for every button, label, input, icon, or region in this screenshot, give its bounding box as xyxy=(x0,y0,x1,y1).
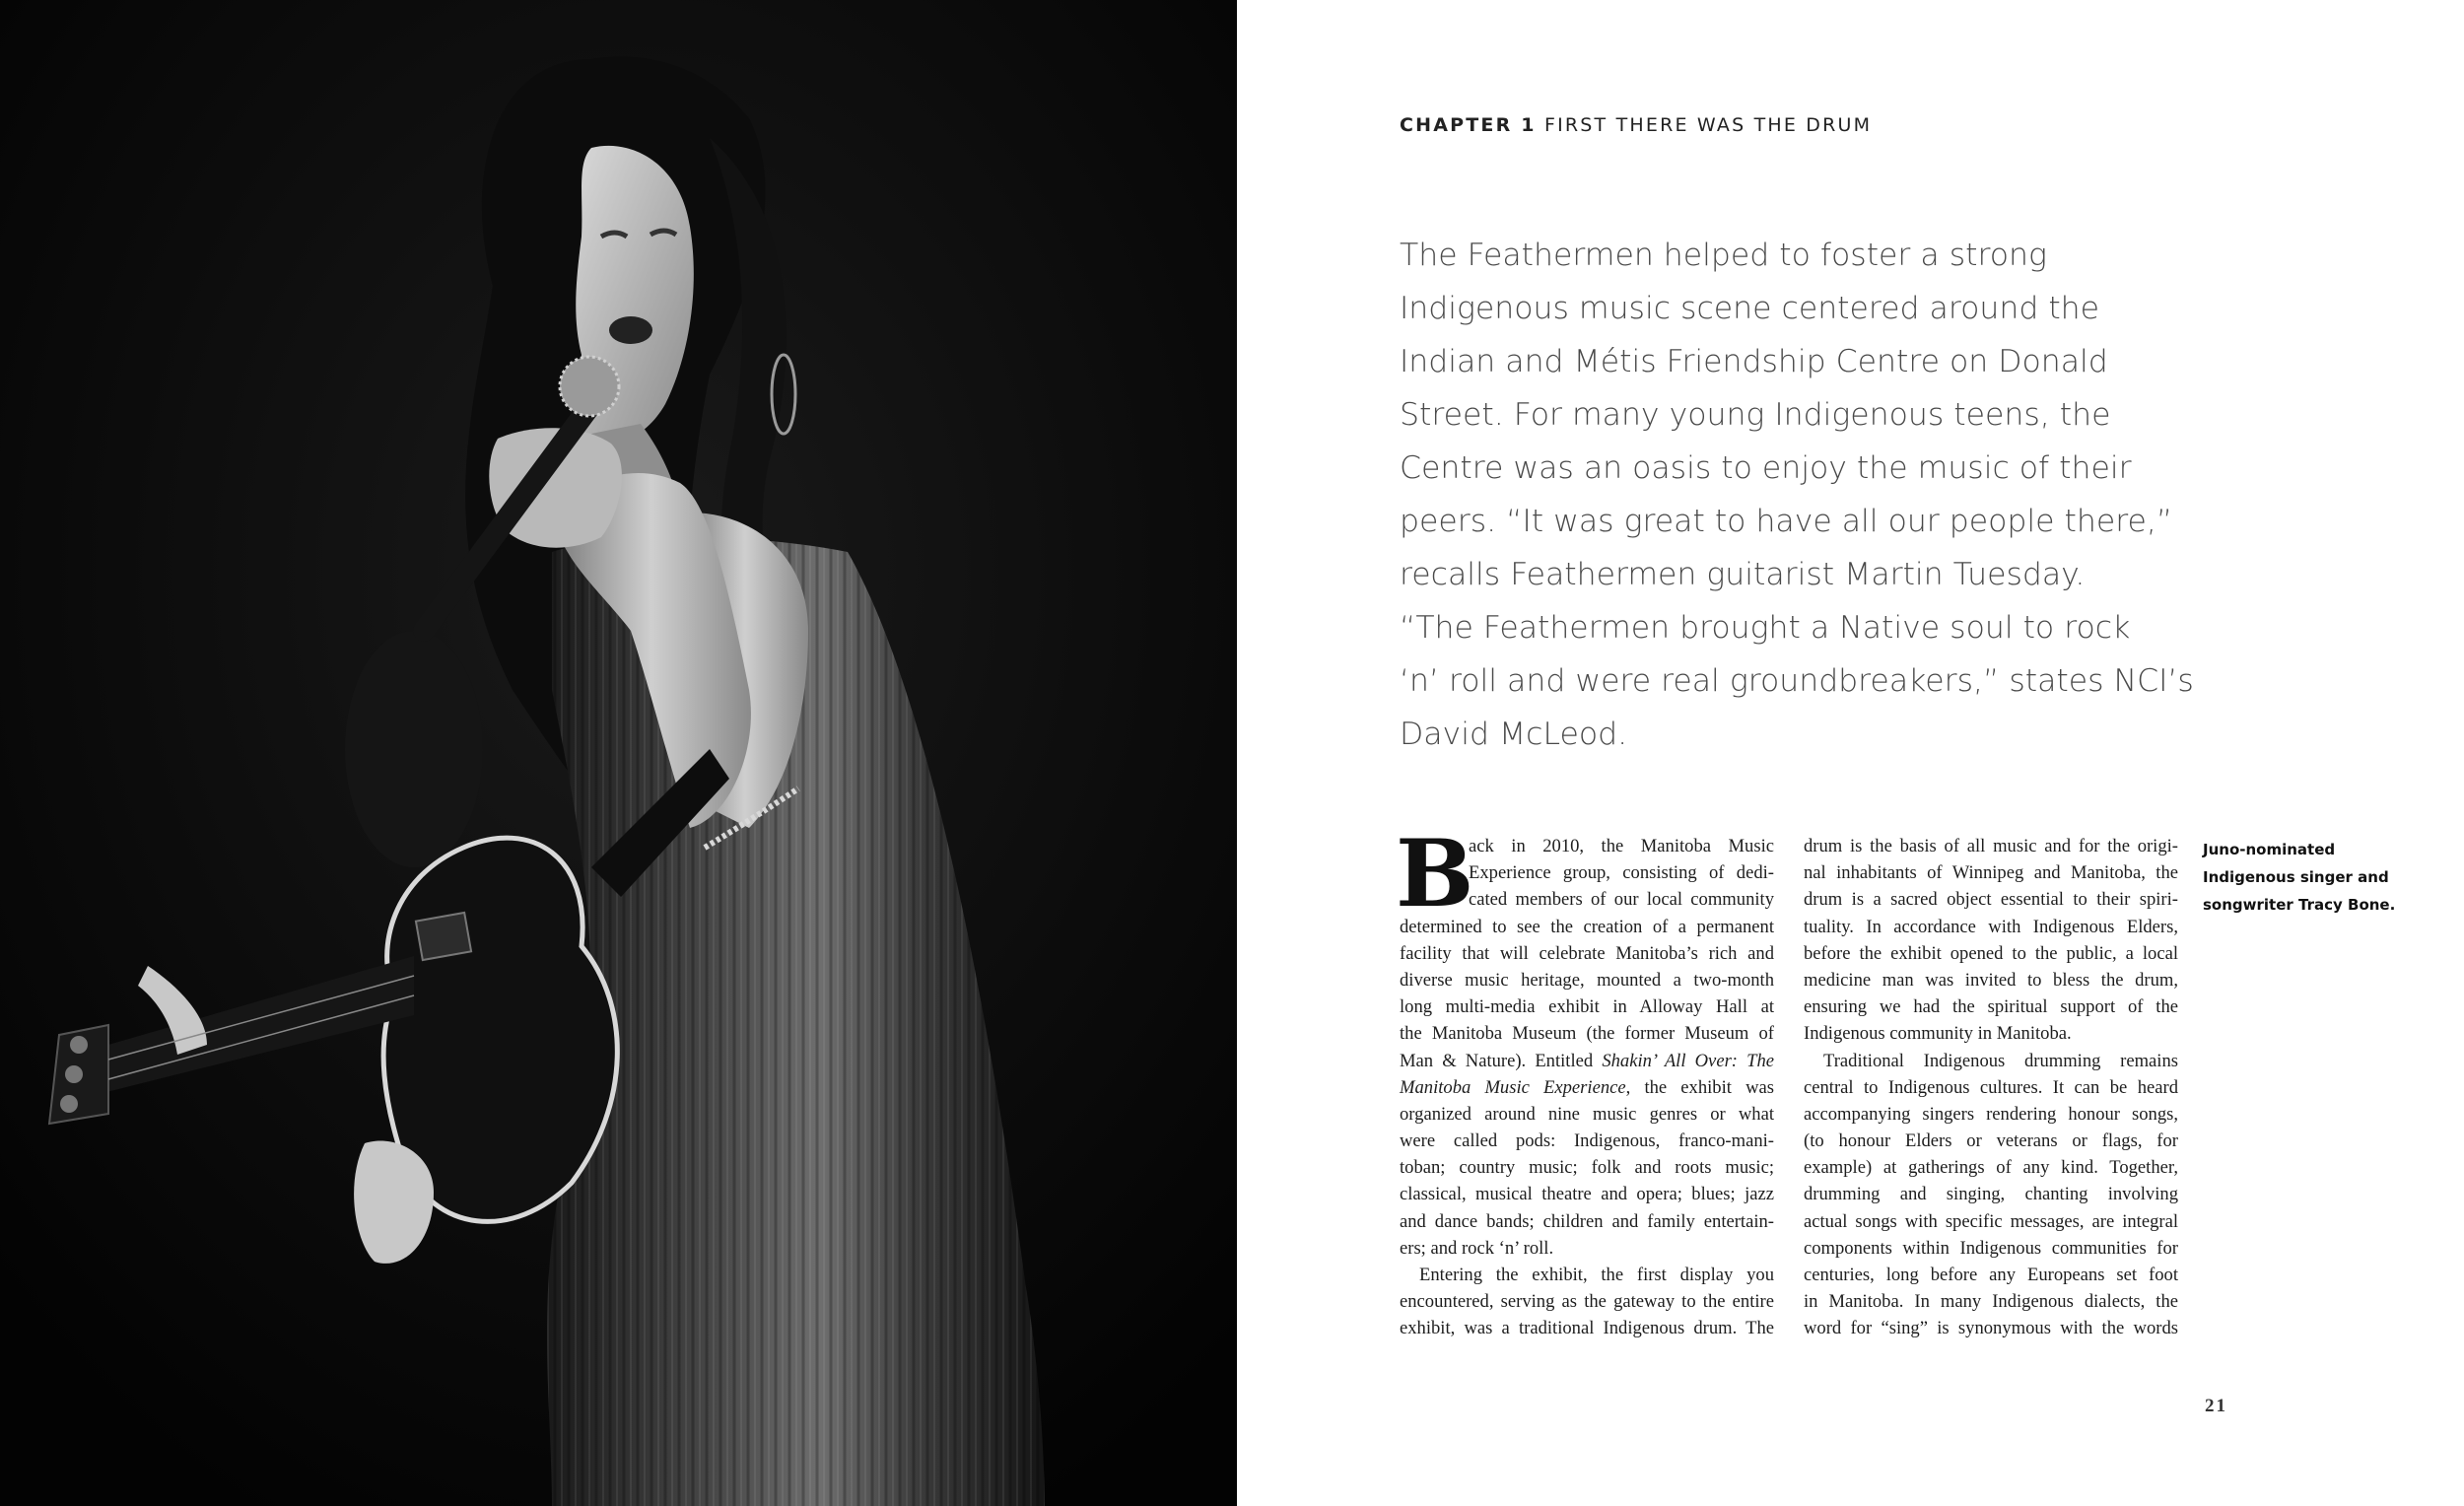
page-number: 21 xyxy=(2205,1396,2227,1416)
caption-line: Indigenous singer and xyxy=(2203,868,2389,886)
body-line: accompanying singers rendering honour songs, xyxy=(1804,1103,2178,1125)
pull-quote-line: Street. For many young Indigenous teens, the xyxy=(1400,397,2111,433)
body-line: nal inhabitants of Winnipeg and Manitoba, the xyxy=(1804,862,2178,884)
running-head xyxy=(1400,114,1872,136)
body-line: exhibit, was a traditional Indigenous drum. The xyxy=(1400,1318,1774,1339)
body-line: ensuring we had the spiritual support of the xyxy=(1804,996,2178,1018)
pull-quote-line: Indigenous music scene centered around the xyxy=(1400,291,2100,326)
body-line: (to honour Elders or veterans or flags, for xyxy=(1804,1130,2178,1152)
body-line: cated members of our local community xyxy=(1469,889,1774,911)
body-line: the Manitoba Museum (the former Museum of xyxy=(1400,1023,1774,1045)
body-line: Traditional Indigenous drumming remains xyxy=(1823,1050,2178,1071)
body-line: Entering the exhibit, the first display you xyxy=(1419,1265,1774,1285)
photo-caption xyxy=(2203,836,2400,919)
text-page xyxy=(1237,0,2464,1506)
pull-quote-line: peers. “It was great to have all our people there,” xyxy=(1400,504,2173,539)
body-line: before the exhibit opened to the public, a local xyxy=(1804,942,2178,964)
body-line: classical, musical theatre and opera; blues; jazz xyxy=(1400,1184,1774,1205)
body-line: centuries, long before any Europeans set foot xyxy=(1804,1265,2178,1285)
body-line: drum is a sacred object essential to their spiri- xyxy=(1804,889,2178,911)
body-text: Man & Nature). Entitled xyxy=(1400,1050,1603,1071)
drop-cap: B xyxy=(1396,820,1474,928)
body-line: drum is the basis of all music and for the origi- xyxy=(1804,836,2178,856)
body-line: medicine man was invited to bless the drum, xyxy=(1804,969,2178,991)
body-line: actual songs with specific messages, are integral xyxy=(1804,1210,2178,1232)
body-line: drumming and singing, chanting involving xyxy=(1804,1184,2178,1205)
chapter-title: FIRST THERE WAS THE DRUM xyxy=(1543,114,1873,136)
pull-quote-line: ‘n’ roll and were real groundbreakers,” states NCI’s xyxy=(1400,663,2194,699)
body-line: word for “sing” is synonymous with the words xyxy=(1804,1318,2178,1339)
body-line: diverse music heritage, mounted a two-month xyxy=(1400,969,1774,991)
pull-quote-line: Indian and Métis Friendship Centre on Donald xyxy=(1400,344,2108,379)
body-line: facility that will celebrate Manitoba’s rich and xyxy=(1400,942,1774,964)
body-line: tuality. In accordance with Indigenous Elders, xyxy=(1804,916,2178,937)
body-column-1 xyxy=(1396,820,1774,1342)
pull-quote-line: Centre was an oasis to enjoy the music of their xyxy=(1400,450,2132,486)
caption-line: Juno-nominated xyxy=(2203,841,2336,858)
pull-quote xyxy=(1400,229,2194,761)
pull-quote-line: recalls Feathermen guitarist Martin Tuesday. xyxy=(1400,557,2086,592)
pull-quote-line: “The Feathermen brought a Native soul to rock xyxy=(1400,610,2131,646)
body-line: long multi-media exhibit in Alloway Hall at xyxy=(1400,996,1774,1018)
body-line xyxy=(1400,1074,1774,1101)
body-line: ack in 2010, the Manitoba Music xyxy=(1469,836,1774,856)
body-line: example) at gatherings of any kind. Together, xyxy=(1804,1157,2178,1179)
exhibit-title-italic: Shakin’ All Over: The xyxy=(1602,1050,1774,1071)
body-line: and dance bands; children and family entertain- xyxy=(1400,1210,1774,1232)
body-line: central to Indigenous cultures. It can be heard xyxy=(1804,1076,2178,1098)
pull-quote-line: David McLeod. xyxy=(1400,717,1628,752)
body-line: encountered, serving as the gateway to the entire xyxy=(1400,1291,1774,1313)
body-line: were called pods: Indigenous, franco-mani- xyxy=(1400,1130,1774,1152)
body-line: toban; country music; folk and roots music; xyxy=(1400,1157,1774,1179)
body-text: , the exhibit was xyxy=(1625,1076,1774,1098)
body-line: in Manitoba. In many Indigenous dialects, the xyxy=(1804,1291,2178,1313)
body-line: Experience group, consisting of dedi- xyxy=(1469,862,1774,884)
body-line: determined to see the creation of a permanent xyxy=(1400,916,1774,937)
body-line: components within Indigenous communities for xyxy=(1804,1237,2178,1259)
body-line: ers; and rock ‘n’ roll. xyxy=(1400,1237,1554,1259)
body-line: Indigenous community in Manitoba. xyxy=(1804,1023,2072,1045)
body-line xyxy=(1400,1048,1774,1074)
body-line: organized around nine music genres or what xyxy=(1400,1103,1774,1125)
body-column-2 xyxy=(1804,833,2178,1342)
caption-line: songwriter Tracy Bone. xyxy=(2203,896,2396,914)
exhibit-title-italic: Manitoba Music Experience xyxy=(1400,1076,1626,1098)
pull-quote-line: The Feathermen helped to foster a strong xyxy=(1400,238,2047,273)
chapter-label: CHAPTER 1 xyxy=(1400,114,1537,136)
